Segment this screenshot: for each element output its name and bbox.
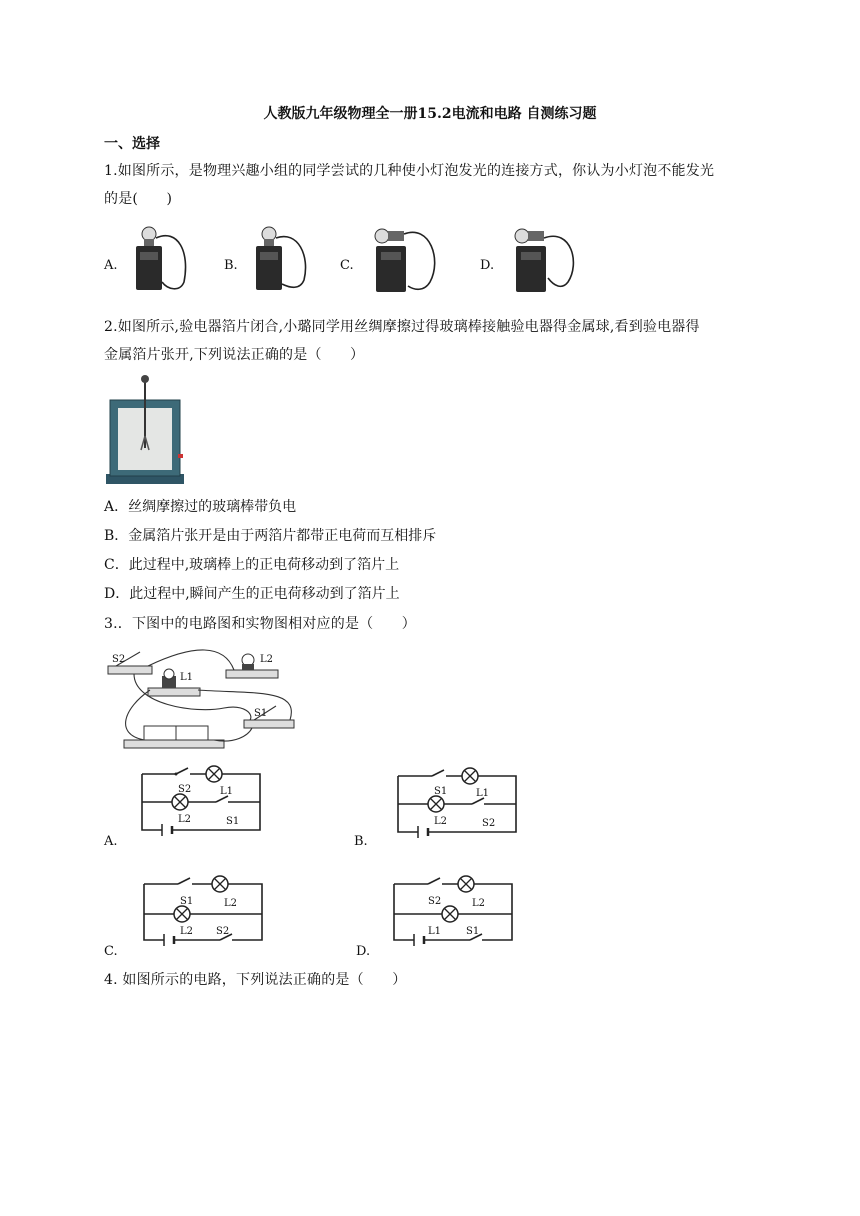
diagram-b-label-tl: S1 — [434, 786, 448, 797]
diagram-a-label-br: S1 — [226, 816, 240, 827]
q2-option-c: C．此过程中,玻璃棒上的正电荷移动到了箔片上 — [104, 557, 400, 573]
q2-option-d: D．此过程中,瞬间产生的正电荷移动到了箔片上 — [104, 586, 400, 602]
q2-option-a: A．丝绸摩擦过的玻璃棒带负电 — [104, 499, 297, 515]
diagram-a-label-bl: L2 — [178, 814, 192, 825]
photo-label-s2: S2 — [112, 654, 126, 665]
diagram-d-label-bl: L1 — [428, 926, 442, 937]
page-title: 人教版九年级物理全一册15.2电流和电路 自测练习题 — [263, 106, 597, 122]
photo-label-s1: S1 — [254, 708, 268, 719]
diagram-b-label-tr: L1 — [476, 788, 490, 799]
q2-stem-line2: 金属箔片张开,下列说法正确的是（ ） — [104, 347, 365, 363]
photo-label-l2: L2 — [260, 654, 274, 665]
q4-stem: 4. 如图所示的电路，下列说法正确的是（ ） — [104, 972, 407, 988]
q3-stem: 3.．下图中的电路图和实物图相对应的是（ ） — [104, 616, 416, 632]
diagram-c-label-br: S2 — [216, 926, 230, 937]
q1-stem-line1: 1.如图所示，是物理兴趣小组的同学尝试的几种使小灯泡发光的连接方式，你认为小灯泡不能发光 — [104, 163, 715, 179]
diagram-d-label-br: S1 — [466, 926, 480, 937]
photo-label-l1: L1 — [180, 672, 194, 683]
q1-option-d-label: D. — [480, 258, 495, 273]
diagram-a-label-tr: L1 — [220, 786, 234, 797]
q3-option-a-label: A. — [104, 834, 118, 849]
q1-option-b-label: B. — [224, 258, 238, 273]
q1-figure-c — [364, 220, 444, 296]
q3-option-c-label: C. — [104, 944, 118, 959]
q3-option-d-label: D. — [356, 944, 371, 959]
diagram-d-label-tr: L2 — [472, 898, 486, 909]
q3-circuit-photo — [104, 644, 304, 752]
q1-figure-a — [128, 222, 196, 294]
diagram-d-label-tl: S2 — [428, 896, 442, 907]
section-heading: 一、选择 — [104, 136, 160, 152]
q3-circuit-b — [392, 766, 522, 846]
diagram-b-label-bl: L2 — [434, 816, 448, 827]
q1-figure-b — [246, 222, 314, 294]
q3-circuit-c — [138, 874, 268, 954]
q1-option-c-label: C. — [340, 258, 354, 273]
diagram-c-label-tr: L2 — [224, 898, 238, 909]
q1-figure-d — [504, 220, 584, 296]
diagram-b-label-br: S2 — [482, 818, 496, 829]
diagram-c-label-bl: L2 — [180, 926, 194, 937]
q3-circuit-d — [388, 874, 518, 954]
q3-circuit-a — [136, 764, 266, 844]
q1-stem-line2: 的是( ) — [104, 191, 173, 207]
q1-option-a-label: A. — [104, 258, 118, 273]
q2-option-b: B．金属箔片张开是由于两箔片都带正电荷而互相排斥 — [104, 528, 437, 544]
diagram-a-label-tl: S2 — [178, 784, 192, 795]
q3-option-b-label: B. — [354, 834, 368, 849]
electroscope-image — [104, 374, 186, 486]
diagram-c-label-tl: S1 — [180, 896, 194, 907]
q2-stem-line1: 2.如图所示,验电器箔片闭合,小璐同学用丝绸摩擦过得玻璃棒接触验电器得金属球,看到验电器得 — [104, 319, 700, 335]
